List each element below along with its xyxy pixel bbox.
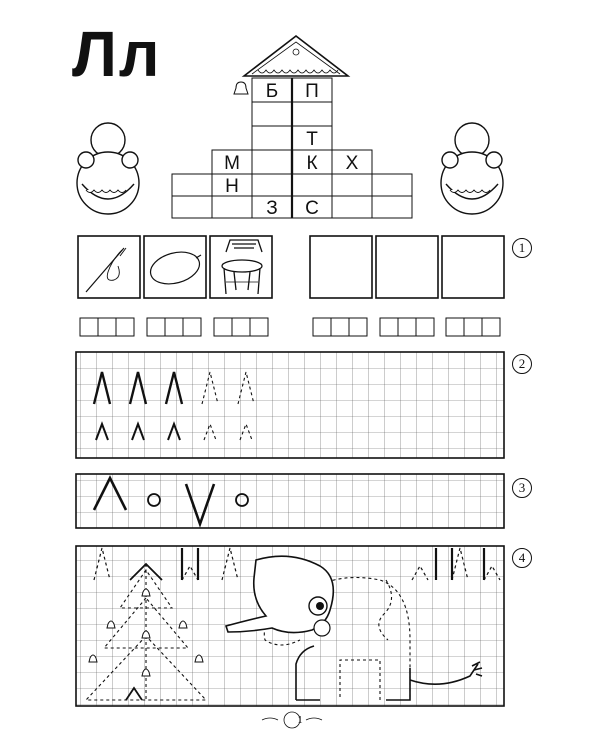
letter-cells [80,318,500,336]
answer-box[interactable] [376,236,438,298]
house-letter: Б [265,81,279,102]
exercise-number-1: 1 [512,238,532,258]
elephant-pupil [316,602,324,610]
letter-cell-group[interactable] [380,318,434,336]
house-letter: М [224,153,240,174]
bell-icon [234,82,248,94]
exercise-2-grid[interactable] [76,352,504,458]
letter-cell-group[interactable] [214,318,268,336]
exercise-3-grid[interactable] [76,474,504,528]
letter-house [172,36,412,218]
answer-box[interactable] [442,236,504,298]
house-letter: Н [225,176,239,197]
picture-box [78,236,140,298]
letter-cell-group[interactable] [80,318,134,336]
house-letter: С [305,198,319,219]
house-letter: К [306,153,318,174]
elephant-cheek [314,620,330,636]
exercise-number-2: 2 [512,354,532,374]
exercise-number-4: 4 [512,548,532,568]
page-number: 1 [297,714,303,726]
exercise-1 [78,236,504,298]
house-letter: П [305,81,319,102]
exercise-number-3: 3 [512,478,532,498]
matryoshka-right-icon [441,123,503,214]
house-letter: Х [345,153,359,174]
letter-title: Лл [72,18,162,90]
house-body [172,150,412,218]
answer-box[interactable] [310,236,372,298]
letter-cell-group[interactable] [147,318,201,336]
matryoshka-left-icon [77,123,139,214]
house-letter: Т [306,129,318,150]
house-letter: З [266,198,278,219]
letter-cell-group[interactable] [313,318,367,336]
letter-cell-group[interactable] [446,318,500,336]
